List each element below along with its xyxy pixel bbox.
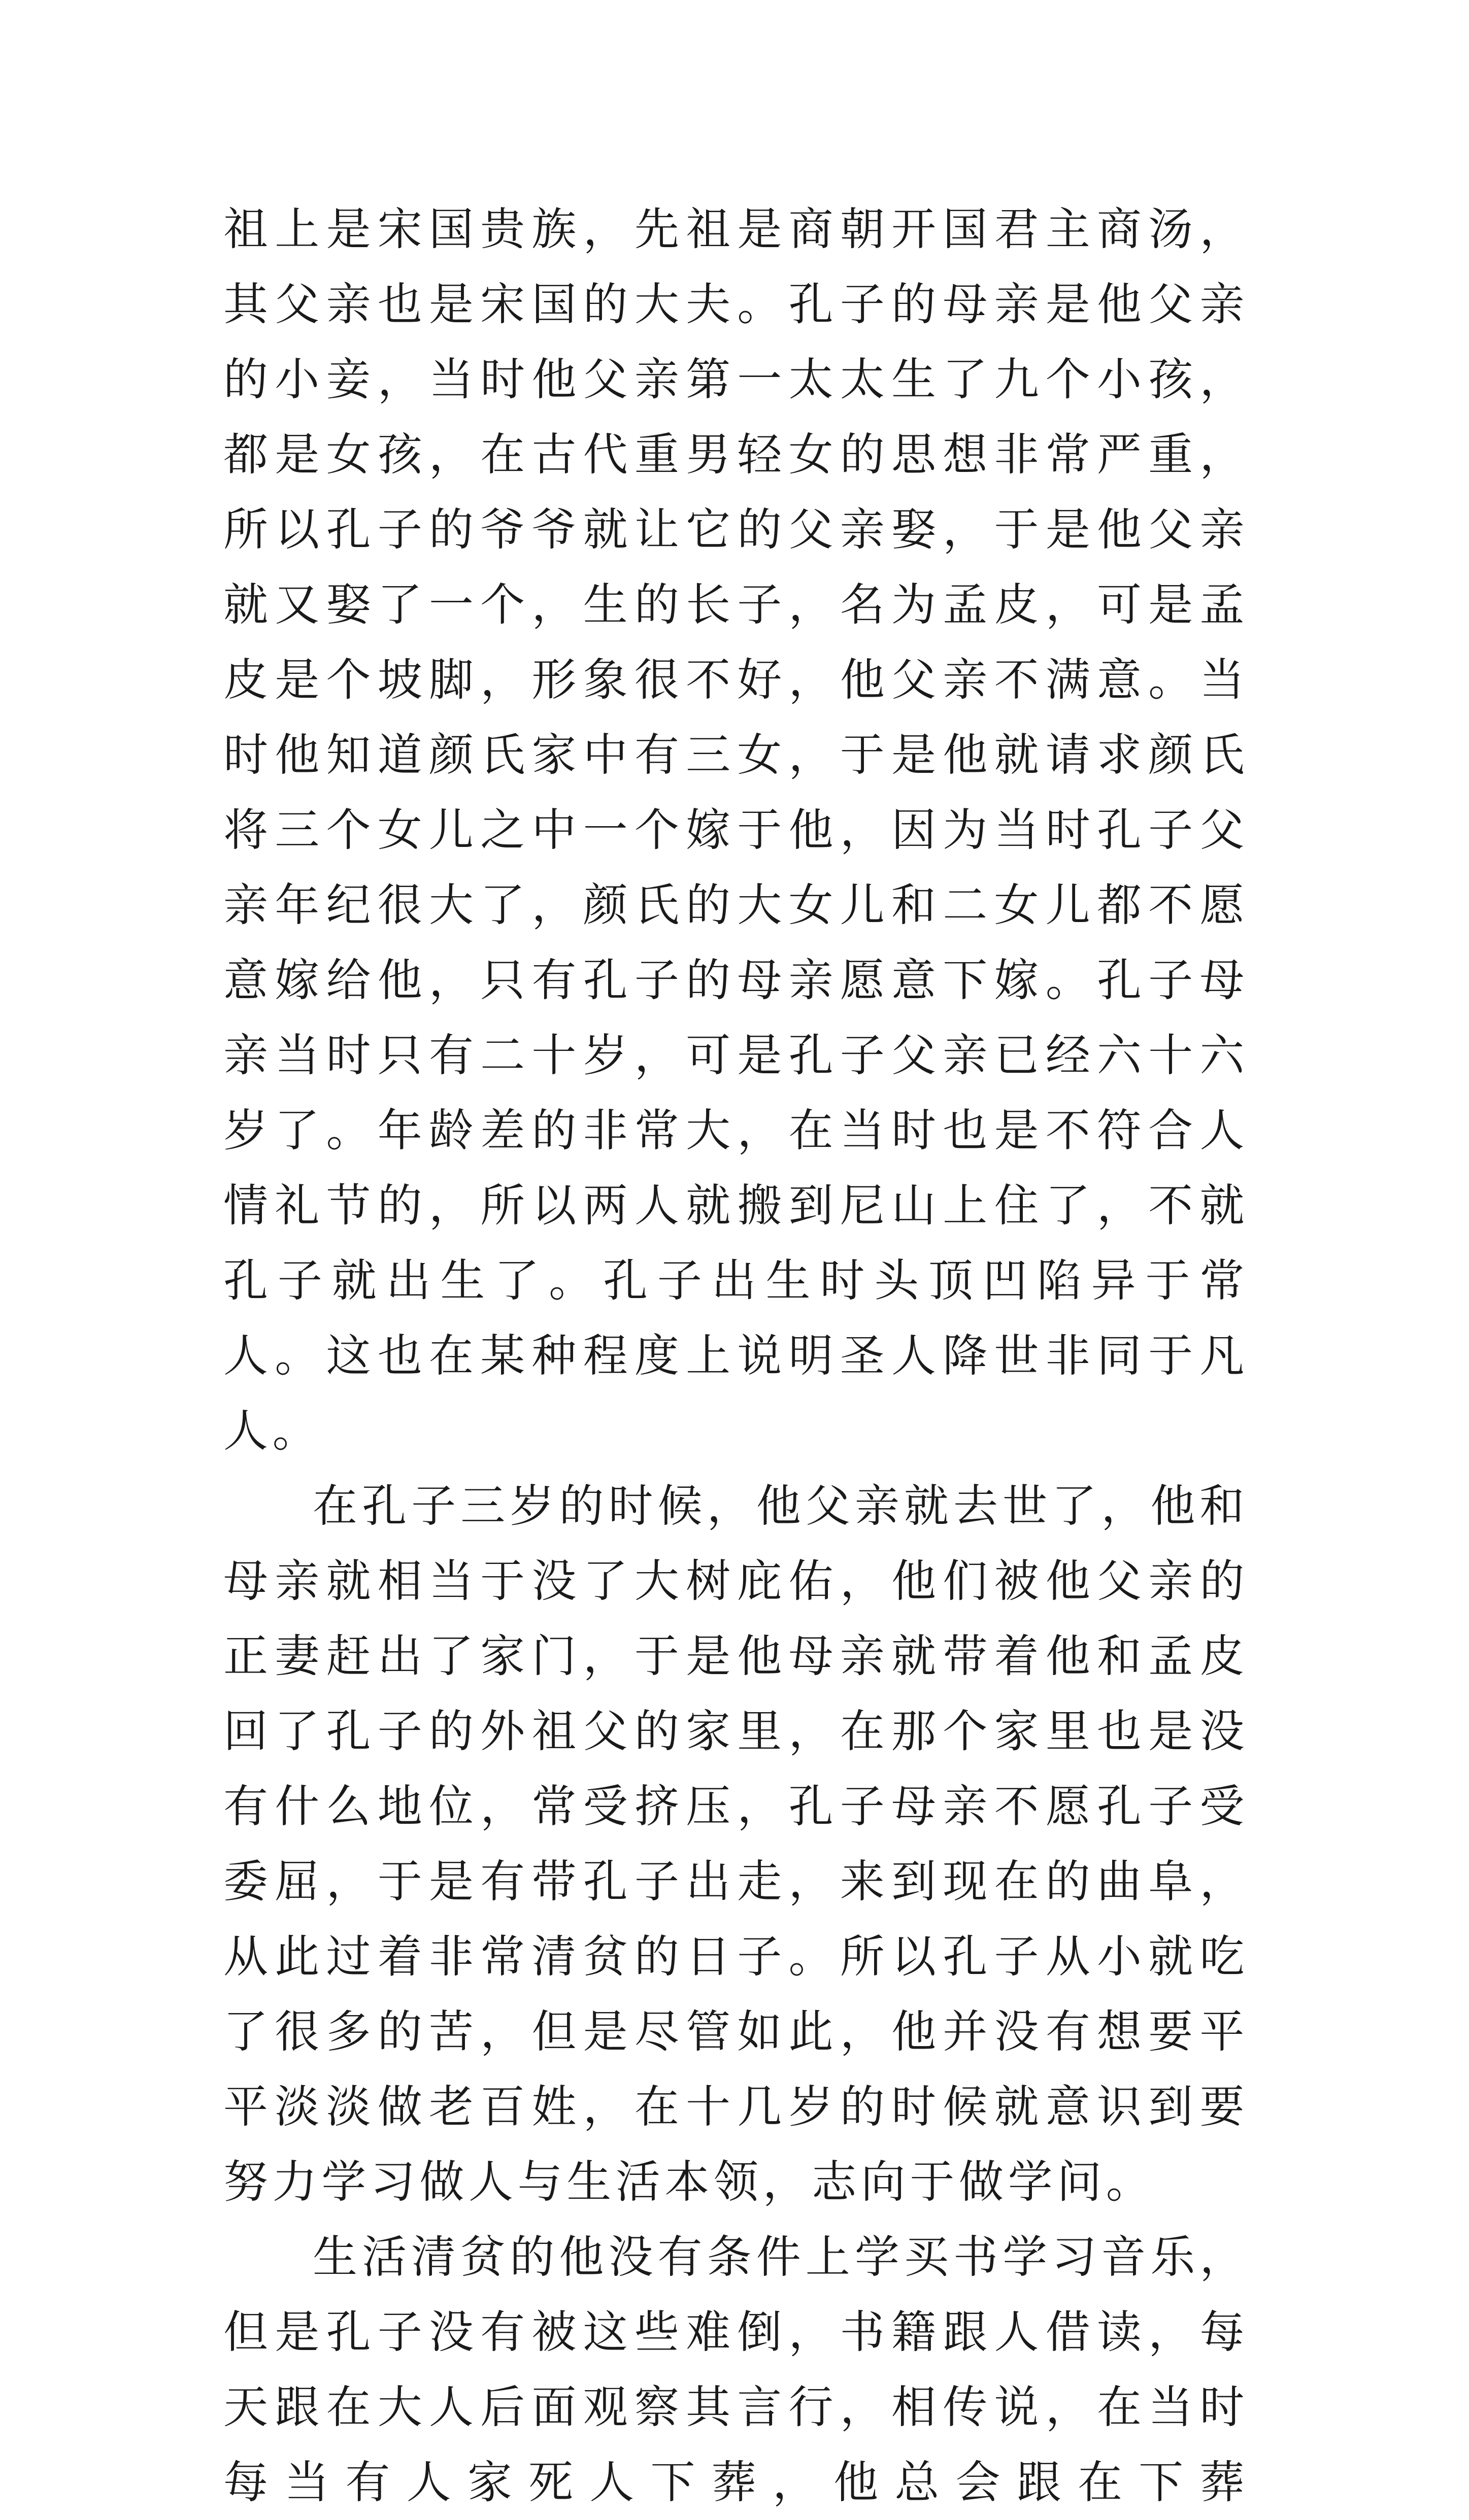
body-text xyxy=(223,192,1249,2520)
paragraph-3: 生活清贫的他没有条件上学买书学习音乐，但是孔子没有被这些难倒，书籍跟人借读，每天跟在大人后面观察其言行，相传说，在当时每当有人家死人下葬，他总会跟在下葬 xyxy=(223,2231,1249,2508)
paragraph-2: 在孔子三岁的时候，他父亲就去世了，他和母亲就相当于没了大树庇佑，他们被他父亲的正妻赶出了家门，于是他母亲就带着他和孟皮回了孔子的外祖父的家里，在那个家里也是没有什么地位，常受挤压，孔子母亲不愿孔子受委屈，于是有带孔子出走，来到现在的曲阜，从此过着非常清贫的日子。所以孔子从小就吃了很多的苦，但是尽管如此，他并没有想要平平淡淡做老百姓，在十几岁的时候就意识到要努力学习做人与生活本领，志向于做学问。 xyxy=(223,1480,1249,2208)
paragraph-1: 祖上是宋国贵族，先祖是商朝开国君主商汤，其父亲也是宋国的大夫。孔子的母亲是他父亲的小妾，当时他父亲第一太太生了九个小孩，都是女孩，在古代重男轻女的思想非常严重，所以孔子的爷爷就让它的父亲娶，于是他父亲就又娶了一个，生的长子，名为孟皮，可是孟皮是个坡脚，形象很不好，他父亲不满意。当时他知道颜氏家中有三女，于是他就请求颜氏将三个女儿之中一个嫁于他，因为当时孔子父亲年纪很大了，颜氏的大女儿和二女儿都不愿意嫁给他，只有孔子的母亲愿意下嫁。孔子母亲当时只有二十岁，可是孔子父亲已经六十六岁了。年龄差的非常大，在当时也是不符合人情礼节的，所以两人就搬到尼山上住了，不就孔子就出生了。孔子出生时头顶凹陷异于常人。这也在某种程度上说明圣人降世非同于凡人。 xyxy=(223,203,1249,1457)
